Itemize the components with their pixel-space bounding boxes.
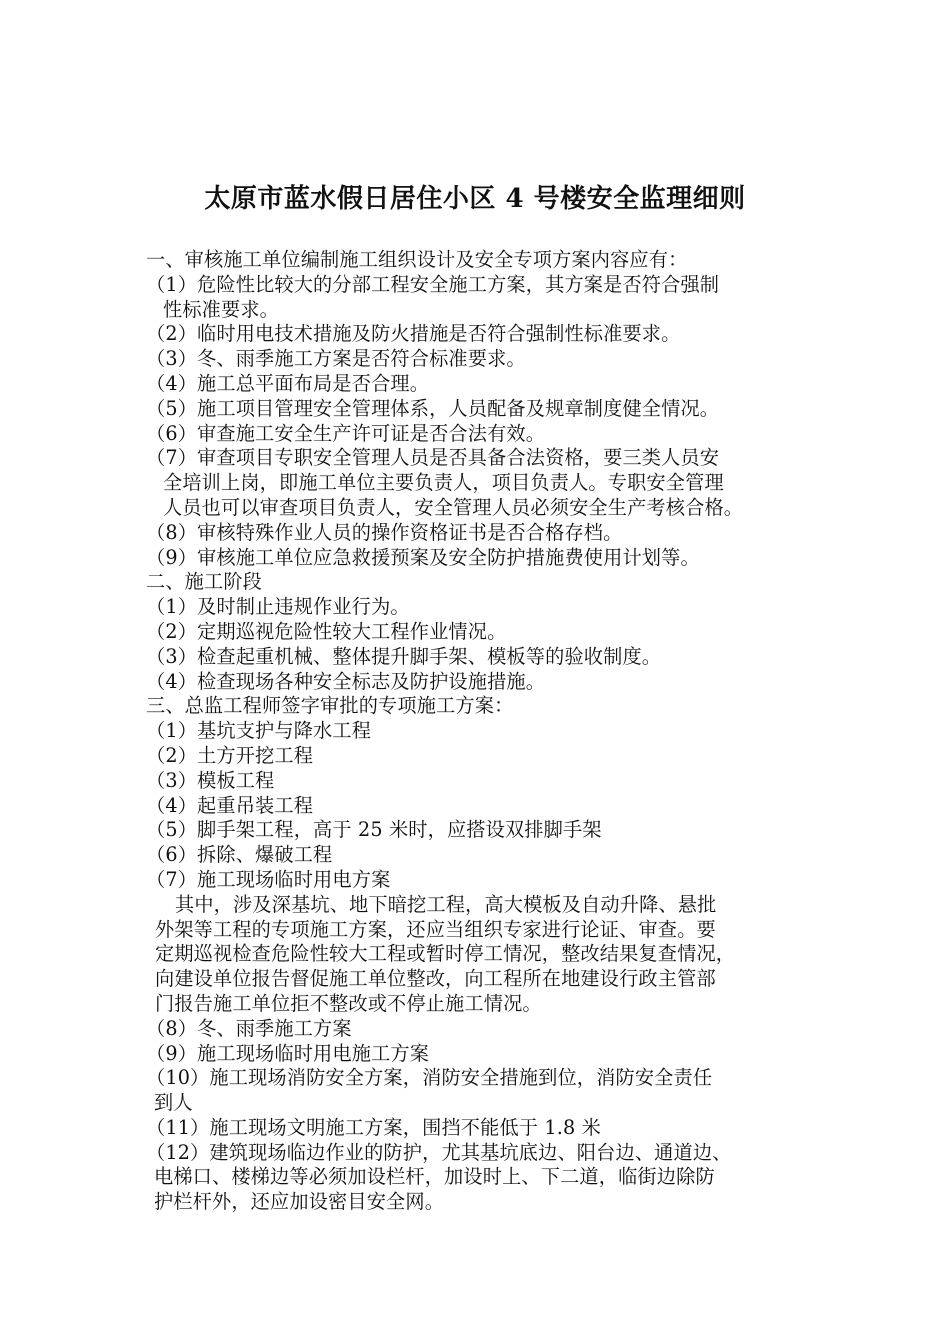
list-item: （1）危险性比较大的分部工程安全施工方案，其方案是否符合强制 (146, 272, 720, 296)
list-item-continuation: 电梯口、楼梯边等必须加设栏杆，加设时上、下二道，临街边除防 (154, 1165, 715, 1189)
list-item-continuation: 护栏杆外，还应加设密目安全网。 (154, 1190, 445, 1214)
list-item: （2）临时用电技术措施及防火措施是否符合强制性标准要求。 (146, 322, 681, 346)
list-item: （4）起重吊装工程 (146, 793, 314, 817)
list-item: （11）施工现场文明施工方案，围挡不能低于 1.8 米 (146, 1115, 601, 1139)
list-item: （12）建筑现场临边作业的防护，尤其基坑底边、阳台边、通道边、 (146, 1140, 732, 1164)
list-item: （1）基坑支护与降水工程 (146, 719, 372, 743)
list-item: （8）审核特殊作业人员的操作资格证书是否合格存档。 (146, 520, 623, 544)
paragraph-line: 外架等工程的专项施工方案，还应当组织专家进行论证、审查。要 (155, 917, 716, 941)
list-item: （7）施工现场临时用电方案 (146, 867, 391, 891)
document-title: 太原市蓝水假日居住小区 4 号楼安全监理细则 (204, 184, 746, 214)
list-item: （2）土方开挖工程 (146, 743, 314, 767)
list-item: （4）施工总平面布局是否合理。 (146, 371, 430, 395)
list-item: （3）冬、雨季施工方案是否符合标准要求。 (146, 347, 526, 371)
paragraph-line: 向建设单位报告督促施工单位整改，向工程所在地建设行政主管部 (155, 967, 716, 991)
section-heading: 二、施工阶段 (146, 570, 263, 594)
paragraph-line: 门报告施工单位拒不整改或不停止施工情况。 (155, 991, 542, 1015)
list-item-continuation: 全培训上岗，即施工单位主要负责人，项目负责人。专职安全管理 (163, 471, 724, 495)
list-item: （6）拆除、爆破工程 (146, 843, 333, 867)
list-item-continuation: 性标准要求。 (163, 297, 280, 321)
list-item-continuation: 到人 (154, 1091, 193, 1115)
list-item: （1）及时制止违规作业行为。 (146, 595, 410, 619)
list-item: （9）施工现场临时用电施工方案 (146, 1041, 430, 1065)
list-item: （8）冬、雨季施工方案 (146, 1016, 352, 1040)
list-item: （7）审查项目专职安全管理人员是否具备合法资格，要三类人员安 (146, 446, 720, 470)
list-item: （10）施工现场消防安全方案，消防安全措施到位，消防安全责任 (146, 1066, 713, 1090)
list-item: （6）审查施工安全生产许可证是否合法有效。 (146, 421, 546, 445)
section-heading: 三、总监工程师签字审批的专项施工方案： (146, 694, 514, 718)
list-item-continuation: 人员也可以审查项目负责人，安全管理人员必须安全生产考核合格。 (163, 495, 744, 519)
list-item: （5）脚手架工程，高于 25 米时，应搭设双排脚手架 (146, 818, 602, 842)
list-item: （5）施工项目管理安全管理体系，人员配备及规章制度健全情况。 (146, 396, 720, 420)
paragraph-line: 其中，涉及深基坑、地下暗挖工程，高大模板及自动升降、悬批 (175, 892, 717, 916)
list-item: （2）定期巡视危险性较大工程作业情况。 (146, 619, 507, 643)
section-heading: 一、审核施工单位编制施工组织设计及安全专项方案内容应有： (146, 248, 688, 271)
list-item: （3）模板工程 (146, 768, 275, 792)
list-item: （3）检查起重机械、整体提升脚手架、模板等的验收制度。 (146, 644, 662, 668)
list-item: （9）审核施工单位应急救援预案及安全防护措施费使用计划等。 (146, 545, 700, 569)
list-item: （4）检查现场各种安全标志及防护设施措施。 (146, 669, 546, 693)
paragraph-line: 定期巡视检查危险性较大工程或暂时停工情况，整改结果复查情况， (155, 942, 736, 966)
document-body (146, 248, 826, 1215)
